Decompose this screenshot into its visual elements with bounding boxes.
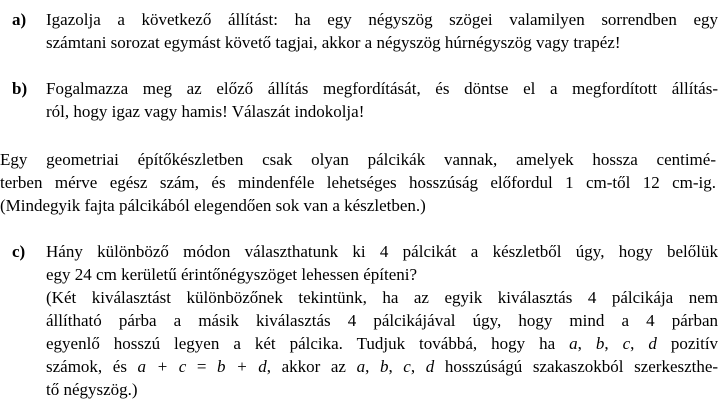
item-c-line-3: (Két kiválasztást különbözőnek tekintünk, ha az egyik kiválasztás 4 pálcikája nem — [46, 288, 718, 307]
item-c-line-7: tő négyszög.) — [46, 380, 138, 399]
math-var-c: c — [403, 357, 411, 376]
item-c-label: c) — [12, 242, 26, 261]
math-var-b: b — [379, 357, 389, 376]
math-sep: , — [365, 357, 380, 376]
math-sep: , — [410, 357, 426, 376]
math-var-b: b — [595, 334, 605, 353]
item-c-line-5-text: egyenlő hosszú legyen a két pálcika. Tudjuk továbbá, hogy ha — [46, 334, 556, 353]
item-c-line-6-mid: , akkor az — [266, 357, 346, 376]
math-var-c: c — [622, 334, 631, 353]
math-sep: , — [577, 334, 596, 353]
item-c-line-6-start: számok, és — [46, 357, 127, 376]
item-c-line-5-end: pozitív — [670, 334, 718, 353]
math-var-a: a — [569, 334, 578, 353]
math-eq-rhs: b + d — [217, 357, 267, 376]
item-b-label: b) — [12, 79, 28, 98]
math-var-a: a — [356, 357, 366, 376]
math-sep: , — [388, 357, 404, 376]
item-c-line-2: egy 24 cm kerületű érintőnégyszöget lehessen építeni? — [46, 265, 418, 284]
intro-line-1: Egy geometriai építőkészletben csak olyan pálcikák vannak, amelyek hossza centimé- — [0, 150, 716, 169]
math-var-d: d — [425, 357, 435, 376]
math-var-d: d — [648, 334, 657, 353]
item-c-text — [46, 240, 718, 401]
item-a-line-2: számtani sorozat egymást követő tagjai, akkor a négyszög húrnégyszög vagy trapéz! — [46, 33, 621, 52]
intro-line-3: (Mindegyik fajta pálcikából elegendően sok van a készletben.) — [0, 196, 426, 215]
item-a-line-1: Igazolja a következő állítást: ha egy négyszög szögei valamilyen sorrendben egy — [46, 10, 718, 29]
item-c-line-5 — [46, 332, 718, 355]
math-eq-sign: = — [186, 357, 218, 376]
intro-paragraph — [0, 148, 716, 217]
item-c-line-6 — [46, 355, 718, 378]
math-eq-lhs: a + c — [137, 357, 187, 376]
intro-line-2: terben mérve egész szám, és mindenféle lehetséges hosszúság előfordul 1 cm-től 12 cm-ig. — [0, 173, 716, 192]
item-c-line-4: állítható párba a másik kiválasztás 4 pálcikájával úgy, hogy mind a 4 párban — [46, 311, 718, 330]
item-b-text — [46, 77, 718, 123]
item-b-line-1: Fogalmazza meg az előző állítás megfordítását, és döntse el a megfordított állítás- — [46, 79, 718, 98]
item-a-text — [46, 8, 718, 54]
item-b-line-2: ról, hogy igaz vagy hamis! Válaszát indokolja! — [46, 102, 365, 121]
item-a-label: a) — [12, 10, 27, 29]
math-sep: , — [630, 334, 649, 353]
math-sep: , — [604, 334, 623, 353]
item-c-line-1: Hány különböző módon választhatunk ki 4 pálcikát a készletből úgy, hogy belőlük — [46, 242, 718, 261]
item-c-line-6-end: hosszúságú szakaszokból szerkeszthe- — [444, 357, 718, 376]
